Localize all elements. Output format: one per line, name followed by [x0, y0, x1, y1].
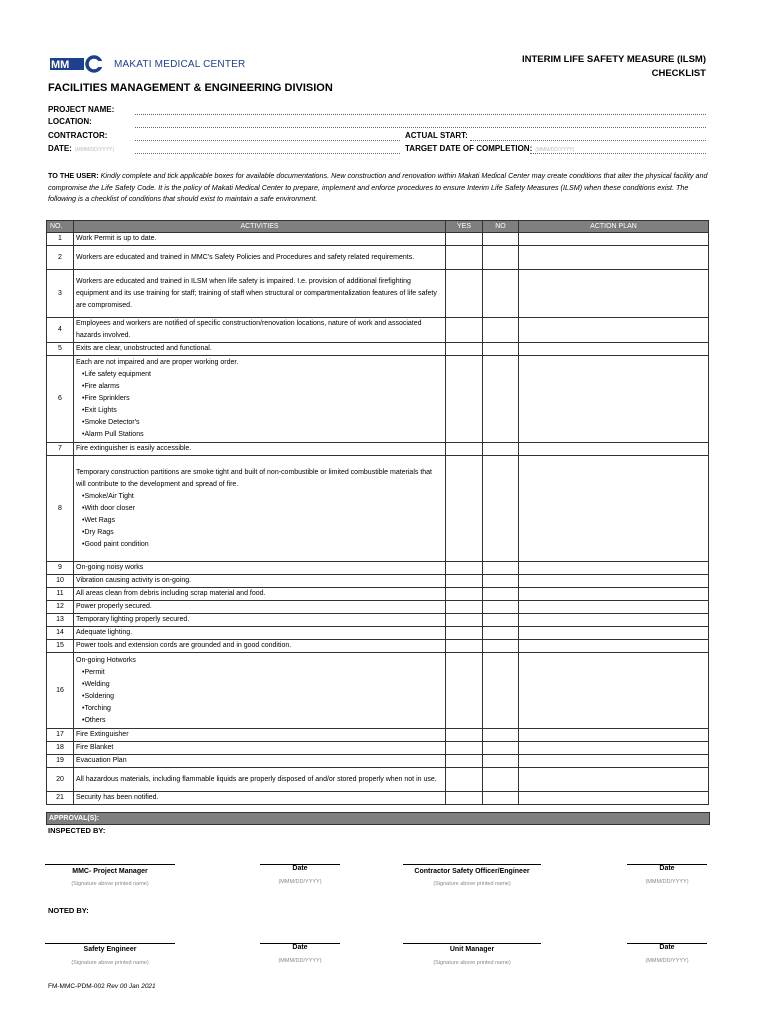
title-line-2: CHECKLIST	[651, 68, 706, 79]
activity-cell	[74, 246, 446, 270]
table-row	[47, 456, 709, 562]
location-label: LOCATION:	[48, 117, 92, 126]
date-label-text: DATE:	[48, 144, 72, 153]
activity-sub-item: •Fire alarms	[82, 383, 120, 390]
action-plan-cell[interactable]	[519, 588, 709, 601]
no-checkbox-cell[interactable]	[483, 768, 519, 792]
table-row	[47, 233, 709, 246]
target-date-field[interactable]	[530, 153, 706, 154]
activity-cell	[74, 270, 446, 318]
svg-text:MM: MM	[51, 59, 70, 71]
yes-checkbox-cell[interactable]	[446, 653, 483, 729]
activity-sub-item: •Fire Sprinklers	[82, 395, 130, 402]
date-hint: (MMM/DD/YYYY)	[645, 958, 689, 964]
sig-hint: (Signature above printed name)	[433, 960, 511, 966]
sig-label-project-manager: MMC- Project Manager	[72, 868, 148, 875]
activity-cell	[74, 456, 446, 562]
table-row	[47, 588, 709, 601]
row-number: 6	[47, 356, 74, 443]
target-placeholder: (MMM/DD/YYYY)	[535, 147, 575, 153]
row-number: 3	[47, 270, 74, 318]
table-row	[47, 792, 709, 805]
activity-text: Temporary construction partitions are smoke tight and built of non-combustible or limited combustible materials that will contribute to the development and spread of fire.	[76, 468, 432, 488]
mmc-logo-icon	[50, 55, 110, 73]
contractor-field[interactable]	[135, 140, 400, 141]
no-checkbox-cell[interactable]	[483, 443, 519, 456]
activity-text: Employees and workers are notified of specific construction/renovation locations, nature of work and associated hazards involved.	[76, 320, 422, 339]
no-checkbox-cell[interactable]	[483, 456, 519, 562]
date-hint: (MMM/DD/YYYY)	[278, 958, 322, 964]
action-plan-cell[interactable]	[519, 755, 709, 768]
noted-by-label: NOTED BY:	[48, 906, 89, 915]
instructions-text: Kindly complete and tick applicable boxes for available documentations. New construction and renovation within Makati Medical Center may create conditions that alter the physical facility and compromise the Life Safety Code. It is the policy of Makati Medical Center to prepare, implement and enforce procedures to ensure Interim Life Safety Measures (ILSM) when these conditions exist. The following is a checklist of conditions that should exist to maintain a safe environment.	[48, 171, 708, 203]
activity-cell	[74, 729, 446, 742]
yes-checkbox-cell[interactable]	[446, 601, 483, 614]
sig-hint: (Signature above printed name)	[433, 881, 511, 887]
activity-cell	[74, 233, 446, 246]
table-row	[47, 755, 709, 768]
sig-line-contractor-safety[interactable]	[403, 864, 541, 865]
row-number: 18	[47, 742, 74, 755]
no-checkbox-cell[interactable]	[483, 653, 519, 729]
activity-text: Each are not impaired and are proper working order.	[76, 359, 239, 366]
activity-cell	[74, 601, 446, 614]
sig-line-project-manager[interactable]	[45, 864, 175, 865]
yes-checkbox-cell[interactable]	[446, 318, 483, 343]
row-number: 15	[47, 640, 74, 653]
activity-sub-item: •Smoke/Air Tight	[82, 492, 134, 500]
activity-text: Evacuation Plan	[76, 757, 127, 764]
activity-text: Fire extinguisher is easily accessible.	[76, 445, 192, 452]
row-number: 5	[47, 343, 74, 356]
action-plan-cell[interactable]	[519, 729, 709, 742]
activity-text: On-going Hotworks	[76, 656, 136, 664]
row-number: 4	[47, 318, 74, 343]
table-row	[47, 653, 709, 729]
date-label: Date	[659, 944, 675, 951]
activity-sub-item: •Dry Rags	[82, 528, 114, 536]
yes-checkbox-cell[interactable]	[446, 456, 483, 562]
no-checkbox-cell[interactable]	[483, 640, 519, 653]
date-label: Date	[292, 944, 308, 951]
action-plan-cell[interactable]	[519, 456, 709, 562]
activity-text: Temporary lighting properly secured.	[76, 616, 190, 623]
activity-cell	[74, 575, 446, 588]
action-plan-cell[interactable]	[519, 601, 709, 614]
action-plan-cell[interactable]	[519, 443, 709, 456]
project-name-field[interactable]	[135, 114, 706, 115]
project-name-label: PROJECT NAME:	[48, 105, 115, 114]
target-label-text: TARGET DATE OF COMPLETION:	[405, 144, 533, 153]
activity-sub-item: •Life safety equipment	[82, 371, 151, 378]
sig-hint: (Signature above printed name)	[71, 881, 149, 887]
date-label: Date	[659, 865, 675, 872]
row-number: 12	[47, 601, 74, 614]
action-plan-cell[interactable]	[519, 614, 709, 627]
yes-checkbox-cell[interactable]	[446, 343, 483, 356]
logo	[50, 55, 245, 73]
activity-sub-item: •Good paint condition	[82, 540, 149, 548]
activity-text: On-going noisy works	[76, 564, 144, 571]
sig-hint: (Signature above printed name)	[71, 960, 149, 966]
activity-cell	[74, 562, 446, 575]
no-checkbox-cell[interactable]	[483, 729, 519, 742]
target-date-label	[405, 144, 574, 153]
table-row	[47, 575, 709, 588]
table-row	[47, 356, 709, 443]
sig-label-safety-engineer: Safety Engineer	[83, 946, 137, 953]
table-row	[47, 729, 709, 742]
division-title: FACILITIES MANAGEMENT & ENGINEERING DIVISION	[48, 82, 333, 94]
yes-checkbox-cell[interactable]	[446, 627, 483, 640]
activity-text: All areas clean from debris including scrap material and food.	[76, 590, 266, 597]
yes-checkbox-cell[interactable]	[446, 614, 483, 627]
form-revision: Rev 00 Jan 2021	[106, 983, 156, 990]
no-checkbox-cell[interactable]	[483, 575, 519, 588]
date-label	[48, 144, 114, 153]
yes-checkbox-cell[interactable]	[446, 640, 483, 653]
no-checkbox-cell[interactable]	[483, 562, 519, 575]
yes-checkbox-cell[interactable]	[446, 588, 483, 601]
sig-label-unit-manager: Unit Manager	[449, 946, 495, 953]
yes-checkbox-cell[interactable]	[446, 233, 483, 246]
action-plan-cell[interactable]	[519, 356, 709, 443]
activity-text: Workers are educated and trained in MMC's Safety Policies and Procedures and safety related requirements.	[76, 253, 415, 261]
no-checkbox-cell[interactable]	[483, 356, 519, 443]
actual-start-label: ACTUAL START:	[405, 131, 468, 140]
action-plan-cell[interactable]	[519, 653, 709, 729]
activity-cell	[74, 343, 446, 356]
date-placeholder: (MMM/DD/YYYY)	[74, 147, 115, 153]
table-row	[47, 318, 709, 343]
activity-text: Fire Extinguisher	[76, 731, 129, 738]
action-plan-cell[interactable]	[519, 640, 709, 653]
activity-sub-item: •Welding	[82, 680, 110, 688]
row-number: 8	[47, 456, 74, 562]
location-field[interactable]	[135, 127, 706, 128]
no-checkbox-cell[interactable]	[483, 627, 519, 640]
yes-checkbox-cell[interactable]	[446, 575, 483, 588]
action-plan-cell[interactable]	[519, 233, 709, 246]
no-checkbox-cell[interactable]	[483, 614, 519, 627]
activity-sub-item: •Smoke Detector's	[82, 419, 140, 426]
date-label: Date	[292, 865, 308, 872]
yes-checkbox-cell[interactable]	[446, 356, 483, 443]
checklist-table	[46, 220, 709, 805]
activity-sub-item: •With door closer	[82, 504, 136, 512]
inspected-by-label: INSPECTED BY:	[48, 826, 106, 835]
activity-text: Vibration causing activity is on-going.	[76, 577, 192, 584]
yes-checkbox-cell[interactable]	[446, 755, 483, 768]
yes-checkbox-cell[interactable]	[446, 562, 483, 575]
row-number: 11	[47, 588, 74, 601]
yes-checkbox-cell[interactable]	[446, 270, 483, 318]
no-checkbox-cell[interactable]	[483, 755, 519, 768]
activity-cell	[74, 356, 446, 443]
table-row	[47, 742, 709, 755]
row-number: 16	[47, 653, 74, 729]
logo-text: MAKATI MEDICAL CENTER	[114, 58, 246, 70]
action-plan-cell[interactable]	[519, 575, 709, 588]
activity-sub-item: •Torching	[82, 704, 111, 712]
activity-sub-item: •Others	[82, 716, 106, 724]
yes-checkbox-cell[interactable]	[446, 768, 483, 792]
table-row	[47, 270, 709, 318]
activity-cell	[74, 653, 446, 729]
activity-cell	[74, 614, 446, 627]
header-no-col: NO	[483, 221, 519, 233]
action-plan-cell[interactable]	[519, 627, 709, 640]
sig-line-safety-engineer[interactable]	[45, 943, 175, 944]
row-number: 2	[47, 246, 74, 270]
no-checkbox-cell[interactable]	[483, 246, 519, 270]
table-row	[47, 601, 709, 614]
form-footer	[48, 983, 156, 990]
action-plan-cell[interactable]	[519, 246, 709, 270]
activity-text: Workers are educated and trained in ILSM when life safety is impaired. I.e. provision of additional firefighting equipment and its use training for staff; training of staff when structural or compartmentalization features of life safety are compromised.	[76, 277, 437, 309]
table-row	[47, 246, 709, 270]
activity-sub-item: •Alarm Pull Stations	[82, 431, 144, 438]
approval-bar: APPROVAL(S):	[46, 812, 710, 825]
header-no: NO.	[47, 221, 74, 233]
sig-line-unit-manager[interactable]	[403, 943, 541, 944]
actual-start-field[interactable]	[470, 140, 706, 141]
activity-text: Power tools and extension cords are grounded and in good condition.	[76, 642, 292, 649]
activity-cell	[74, 318, 446, 343]
activity-sub-item: •Exit Lights	[82, 407, 117, 414]
no-checkbox-cell[interactable]	[483, 742, 519, 755]
header-action-plan: ACTION PLAN	[519, 221, 709, 233]
date-hint: (MMM/DD/YYYY)	[645, 879, 689, 885]
row-number: 19	[47, 755, 74, 768]
row-number: 7	[47, 443, 74, 456]
activity-sub-item: •Wet Rags	[82, 516, 116, 524]
activity-sub-item: •Soldering	[82, 692, 115, 700]
action-plan-cell[interactable]	[519, 742, 709, 755]
table-row	[47, 768, 709, 792]
date-field[interactable]	[135, 153, 400, 154]
sig-label-contractor-safety: Contractor Safety Officer/Engineer	[414, 868, 530, 875]
row-number: 10	[47, 575, 74, 588]
yes-checkbox-cell[interactable]	[446, 729, 483, 742]
action-plan-cell[interactable]	[519, 562, 709, 575]
activity-cell	[74, 640, 446, 653]
user-instructions	[48, 170, 716, 205]
activity-text: Security has been notified.	[76, 794, 159, 801]
activity-text: Exits are clear, unobstructed and functional.	[76, 345, 212, 352]
yes-checkbox-cell[interactable]	[446, 792, 483, 805]
table-row	[47, 614, 709, 627]
table-row	[47, 343, 709, 356]
row-number: 20	[47, 768, 74, 792]
activity-sub-item: •Permit	[82, 668, 105, 676]
header-yes: YES	[446, 221, 483, 233]
instructions-lead: TO THE USER:	[48, 171, 99, 180]
action-plan-cell[interactable]	[519, 318, 709, 343]
contractor-label: CONTRACTOR:	[48, 131, 108, 140]
no-checkbox-cell[interactable]	[483, 601, 519, 614]
yes-checkbox-cell[interactable]	[446, 742, 483, 755]
title-line-1: INTERIM LIFE SAFETY MEASURE (ILSM)	[521, 54, 706, 65]
activity-cell	[74, 443, 446, 456]
date-hint: (MMM/DD/YYYY)	[278, 879, 322, 885]
row-number: 14	[47, 627, 74, 640]
table-header-row	[47, 221, 709, 233]
no-checkbox-cell[interactable]	[483, 318, 519, 343]
activity-cell	[74, 742, 446, 755]
row-number: 13	[47, 614, 74, 627]
no-checkbox-cell[interactable]	[483, 233, 519, 246]
no-checkbox-cell[interactable]	[483, 588, 519, 601]
activity-cell	[74, 768, 446, 792]
no-checkbox-cell[interactable]	[483, 270, 519, 318]
no-checkbox-cell[interactable]	[483, 343, 519, 356]
activity-text: All hazardous materials, including flammable liquids are properly disposed of and/or stored properly when not in use.	[76, 775, 437, 783]
row-number: 9	[47, 562, 74, 575]
activity-text: Power properly secured.	[76, 603, 152, 610]
form-title	[522, 53, 706, 81]
yes-checkbox-cell[interactable]	[446, 246, 483, 270]
row-number: 21	[47, 792, 74, 805]
table-row	[47, 627, 709, 640]
yes-checkbox-cell[interactable]	[446, 443, 483, 456]
activity-cell	[74, 755, 446, 768]
action-plan-cell[interactable]	[519, 792, 709, 805]
action-plan-cell[interactable]	[519, 343, 709, 356]
table-row	[47, 443, 709, 456]
activity-text: Fire Blanket	[76, 744, 114, 751]
activity-text: Work Permit is up to date.	[76, 235, 157, 242]
row-number: 17	[47, 729, 74, 742]
activity-cell	[74, 627, 446, 640]
action-plan-cell[interactable]	[519, 768, 709, 792]
header-activities: ACTIVITIES	[74, 221, 446, 233]
form-code: FM-MMC-PDM-002	[48, 983, 105, 990]
action-plan-cell[interactable]	[519, 270, 709, 318]
activity-cell	[74, 792, 446, 805]
row-number: 1	[47, 233, 74, 246]
table-row	[47, 640, 709, 653]
activity-cell	[74, 588, 446, 601]
activity-text: Adequate lighting.	[76, 629, 133, 636]
table-row	[47, 562, 709, 575]
no-checkbox-cell[interactable]	[483, 792, 519, 805]
